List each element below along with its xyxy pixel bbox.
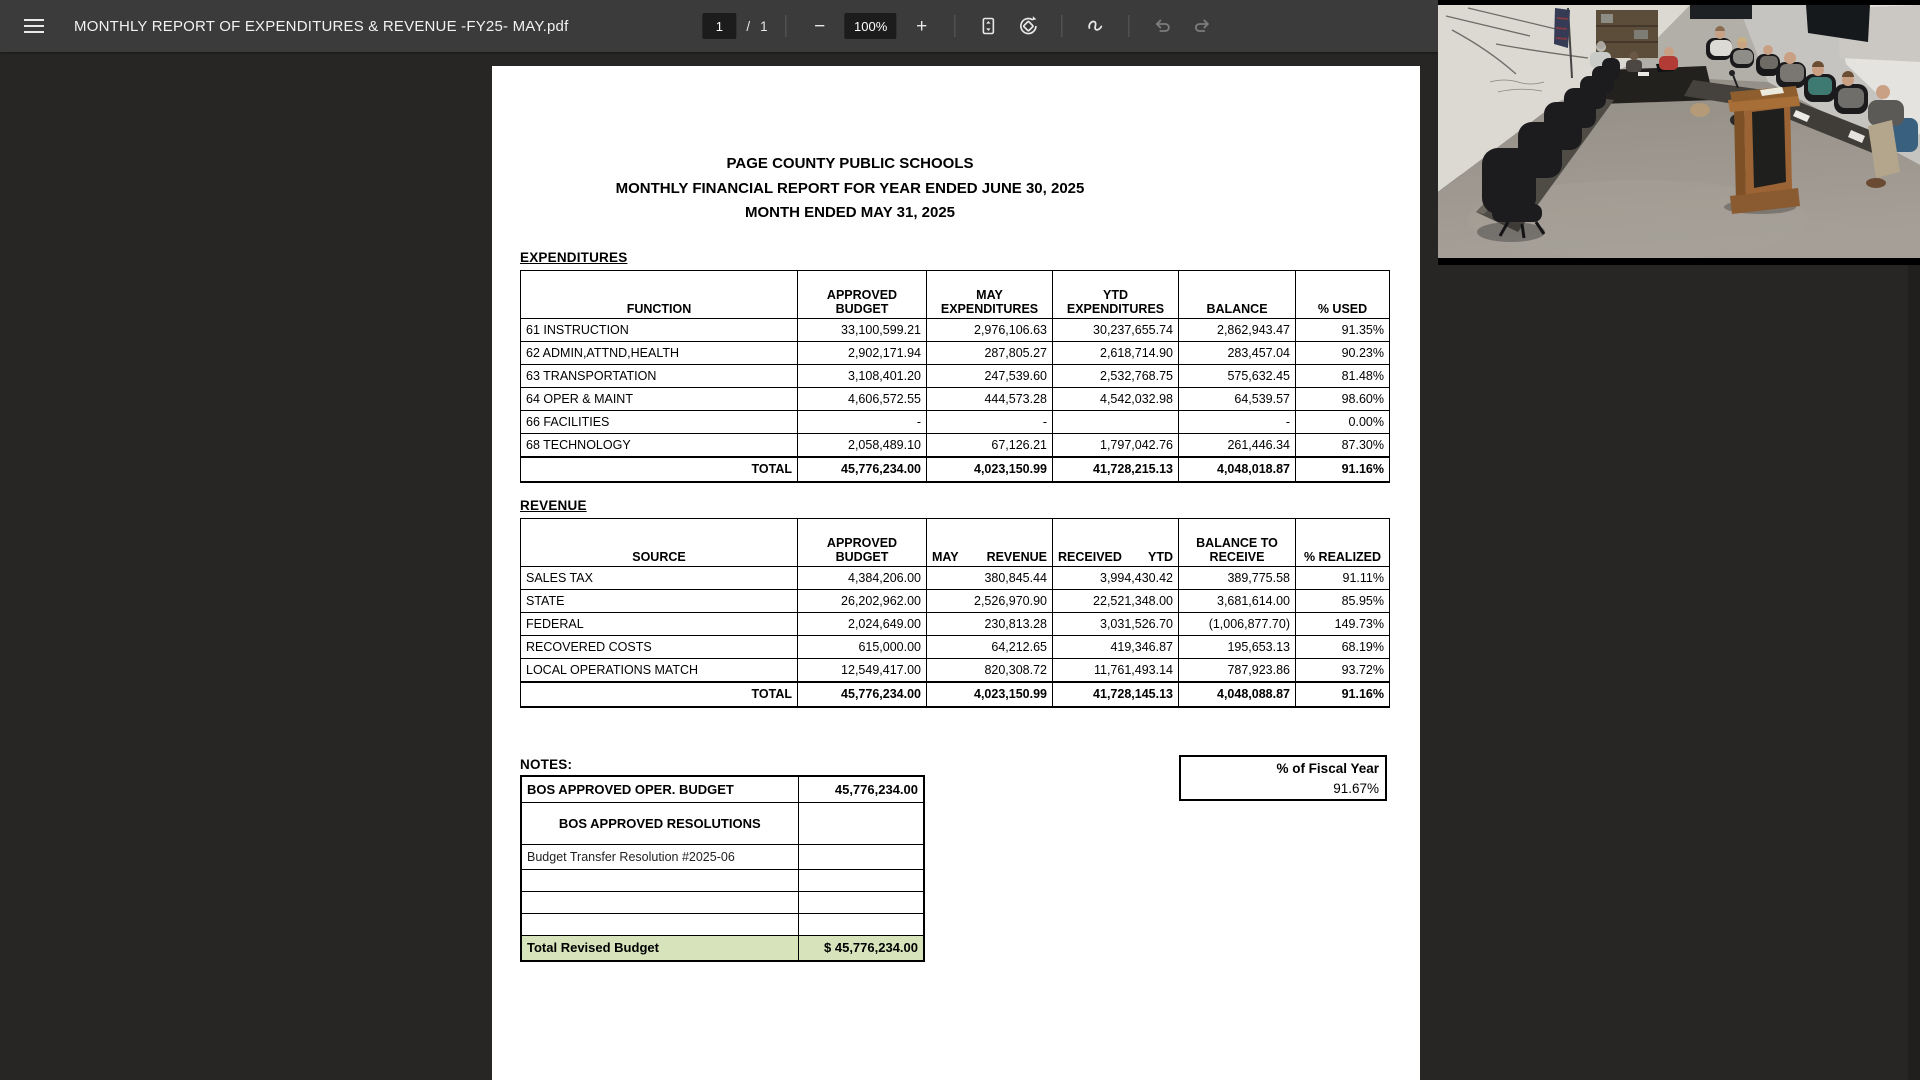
cell-approved: 615,000.00 [798,636,927,659]
cell-balance: 575,632.45 [1179,365,1296,388]
cell-realized: 85.95% [1296,590,1390,613]
cell-ytd: 2,532,768.75 [1053,365,1179,388]
cell-ytd: 3,994,430.42 [1053,567,1179,590]
expenditures-table [520,270,1390,483]
cell-balance: 4,048,018.87 [1179,457,1296,482]
cell-approved: 3,108,401.20 [798,365,927,388]
expenditures-total-row [521,457,1390,482]
header-may-revenue: MAY REVENUE [927,519,1053,567]
revenue-row [521,659,1390,682]
note-value [798,869,924,891]
undo-icon[interactable] [1148,11,1178,41]
toolbar-separator [786,15,787,37]
cell-balance: - [1179,411,1296,434]
cell-may: 230,813.28 [927,613,1053,636]
cell-balance: 64,539.57 [1179,388,1296,411]
cell-source: LOCAL OPERATIONS MATCH [521,659,798,682]
cell-approved: 4,606,572.55 [798,388,927,411]
cell-realized: 93.72% [1296,659,1390,682]
header-ytd-expenditures: YTD EXPENDITURES [1053,271,1179,319]
note-total-value: $ 45,776,234.00 [798,935,924,961]
cell-source: STATE [521,590,798,613]
note-label [521,913,798,935]
zoom-in-button[interactable]: + [916,15,928,37]
cell-approved: 33,100,599.21 [798,319,927,342]
cell-realized: 149.73% [1296,613,1390,636]
expenditures-row [521,434,1390,457]
notes-row [521,776,924,802]
revenue-table [520,518,1390,708]
document-filename: MONTHLY REPORT OF EXPENDITURES & REVENUE -FY25- MAY.pdf [74,17,569,35]
cell-may: 2,526,970.90 [927,590,1053,613]
fit-to-page-icon[interactable] [974,11,1004,41]
report-title-line2: MONTHLY FINANCIAL REPORT FOR YEAR ENDED JUNE 30, 2025 [615,179,1085,197]
cell-approved: 45,776,234.00 [798,682,927,707]
header-realized: % REALIZED [1296,519,1390,567]
cell-ytd: 41,728,145.13 [1053,682,1179,707]
cell-used: 81.48% [1296,365,1390,388]
cell-balance: 4,048,088.87 [1179,682,1296,707]
cell-used: 91.35% [1296,319,1390,342]
scrollbar-track[interactable] [1908,265,1920,1080]
cell-may: 287,805.27 [927,342,1053,365]
header-function: FUNCTION [521,271,798,319]
expenditures-row [521,365,1390,388]
expenditures-section-label: EXPENDITURES [520,250,628,265]
cell-approved: 2,024,649.00 [798,613,927,636]
cell-may: - [927,411,1053,434]
report-title-line3: MONTH ENDED MAY 31, 2025 [744,204,956,221]
cell-source: FEDERAL [521,613,798,636]
page-number-input[interactable] [702,13,736,39]
cell-source: RECOVERED COSTS [521,636,798,659]
cell-approved: 26,202,962.00 [798,590,927,613]
annotate-icon[interactable] [1081,11,1111,41]
cell-function: 66 FACILITIES [521,411,798,434]
revenue-section-label: REVENUE [520,498,587,513]
cell-approved: 2,058,489.10 [798,434,927,457]
note-label [521,891,798,913]
cell-balance: 389,775.58 [1179,567,1296,590]
cell-used: 91.16% [1296,457,1390,482]
redo-icon[interactable] [1188,11,1218,41]
cell-may: 820,308.72 [927,659,1053,682]
note-value [798,913,924,935]
report-title [520,152,1180,226]
menu-icon[interactable] [14,8,54,44]
page-divider: / [746,18,751,34]
cell-approved: 12,549,417.00 [798,659,927,682]
header-may-expenditures: MAY EXPENDITURES [927,271,1053,319]
notes-row [521,891,924,913]
cell-ytd: 4,542,032.98 [1053,388,1179,411]
cell-ytd: 11,761,493.14 [1053,659,1179,682]
cell-balance: 283,457.04 [1179,342,1296,365]
cell-total-label: TOTAL [521,682,798,707]
fiscal-year-value: 91.67% [1333,781,1379,796]
notes-label: NOTES: [520,757,573,772]
cell-used: 90.23% [1296,342,1390,365]
note-label: BOS APPROVED OPER. BUDGET [521,776,798,802]
cell-may: 380,845.44 [927,567,1053,590]
notes-table [520,775,925,962]
page-total: 1 [760,18,768,34]
revenue-total-row [521,682,1390,707]
revenue-header-row [521,519,1390,567]
expenditures-header-row [521,271,1390,319]
cell-may: 4,023,150.99 [927,682,1053,707]
revenue-row [521,613,1390,636]
cell-balance: 3,681,614.00 [1179,590,1296,613]
cell-may: 444,573.28 [927,388,1053,411]
header-balance: BALANCE [1179,271,1296,319]
header-balance-to-receive: BALANCE TO RECEIVE [1179,519,1296,567]
cell-approved: 45,776,234.00 [798,457,927,482]
cell-source: SALES TAX [521,567,798,590]
cell-balance: (1,006,877.70) [1179,613,1296,636]
expenditures-row [521,342,1390,365]
report-title-line1: PAGE COUNTY PUBLIC SCHOOLS [726,155,974,172]
fiscal-year-label: % of Fiscal Year [1276,761,1379,776]
cell-ytd: 30,237,655.74 [1053,319,1179,342]
revenue-row [521,567,1390,590]
cell-may: 4,023,150.99 [927,457,1053,482]
note-value [798,802,924,844]
cell-may: 2,976,106.63 [927,319,1053,342]
cell-function: 68 TECHNOLOGY [521,434,798,457]
revenue-row [521,636,1390,659]
toolbar-separator [955,15,956,37]
cell-approved: 2,902,171.94 [798,342,927,365]
rotate-icon[interactable] [1014,11,1044,41]
cell-ytd: 2,618,714.90 [1053,342,1179,365]
expenditures-row [521,411,1390,434]
cell-may: 67,126.21 [927,434,1053,457]
cell-function: 63 TRANSPORTATION [521,365,798,388]
cell-ytd: 3,031,526.70 [1053,613,1179,636]
notes-total-row [521,935,924,961]
toolbar-separator [1062,15,1063,37]
expenditures-row [521,319,1390,342]
notes-row [521,844,924,869]
cell-balance: 787,923.86 [1179,659,1296,682]
note-total-label: Total Revised Budget [521,935,798,961]
cell-may: 64,212.65 [927,636,1053,659]
toolbar-controls [702,0,1217,52]
cell-total-label: TOTAL [521,457,798,482]
cell-function: 61 INSTRUCTION [521,319,798,342]
notes-row [521,913,924,935]
cell-ytd: 1,797,042.76 [1053,434,1179,457]
revenue-row [521,590,1390,613]
note-label [521,869,798,891]
note-value: 45,776,234.00 [798,776,924,802]
notes-row [521,802,924,844]
cell-may: 247,539.60 [927,365,1053,388]
cell-used: 0.00% [1296,411,1390,434]
cell-realized: 91.11% [1296,567,1390,590]
meeting-room-scene [1438,0,1920,265]
zoom-out-button[interactable]: − [814,15,826,37]
cell-ytd: 22,521,348.00 [1053,590,1179,613]
note-value [798,891,924,913]
note-label: BOS APPROVED RESOLUTIONS [521,802,798,844]
cell-used: 87.30% [1296,434,1390,457]
note-value [798,844,924,869]
cell-ytd [1053,411,1179,434]
cell-ytd: 41,728,215.13 [1053,457,1179,482]
cell-realized: 68.19% [1296,636,1390,659]
note-label: Budget Transfer Resolution #2025-06 [521,844,798,869]
cell-balance: 195,653.13 [1179,636,1296,659]
cell-approved: - [798,411,927,434]
meeting-video-feed[interactable] [1438,0,1920,265]
zoom-level-display: 100% [845,13,897,39]
header-source: SOURCE [521,519,798,567]
cell-balance: 2,862,943.47 [1179,319,1296,342]
header-used: % USED [1296,271,1390,319]
cell-realized: 91.16% [1296,682,1390,707]
cell-function: 64 OPER & MAINT [521,388,798,411]
header-approved-budget: APPROVED BUDGET [798,271,927,319]
cell-used: 98.60% [1296,388,1390,411]
toolbar-separator [1129,15,1130,37]
header-approved-budget: APPROVED BUDGET [798,519,927,567]
pdf-page [492,66,1420,1080]
expenditures-row [521,388,1390,411]
fiscal-year-box [1179,755,1387,801]
cell-function: 62 ADMIN,ATTND,HEALTH [521,342,798,365]
header-received-ytd: RECEIVED YTD [1053,519,1179,567]
cell-ytd: 419,346.87 [1053,636,1179,659]
notes-row [521,869,924,891]
cell-balance: 261,446.34 [1179,434,1296,457]
cell-approved: 4,384,206.00 [798,567,927,590]
